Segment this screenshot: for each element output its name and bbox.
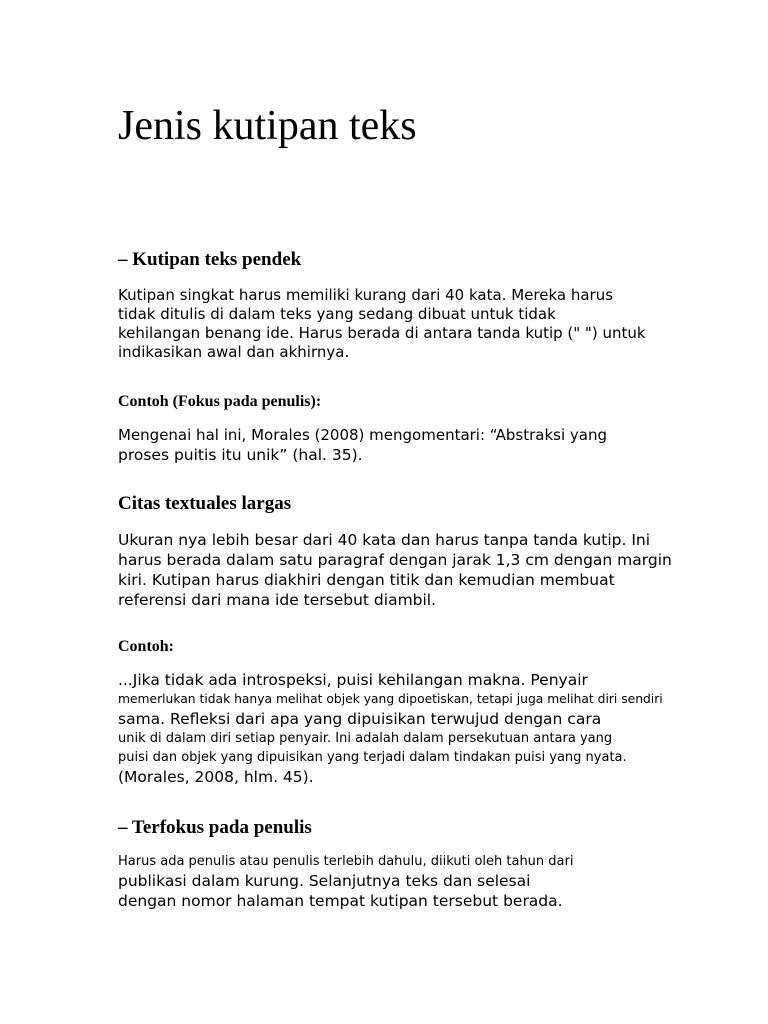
text-line: Mengenai hal ini, Morales (2008) mengomentari: “Abstraksi yang	[118, 426, 608, 444]
text-line: Kutipan singkat harus memiliki kurang dari 40 kata. Mereka harus	[118, 286, 614, 304]
section-heading-short-quote: – Kutipan teks pendek	[118, 249, 302, 270]
text-line: referensi dari mana ide tersebut diambil.	[118, 591, 437, 609]
text-line: proses puitis itu unik” (hal. 35).	[118, 446, 363, 464]
text-line: harus berada dalam satu paragraf dengan jarak 1,3 cm dengan margin	[118, 551, 672, 569]
text-line: kiri. Kutipan harus diakhiri dengan titik dan kemudian membuat	[118, 571, 615, 589]
text-line: (Morales, 2008, hlm. 45).	[118, 768, 314, 786]
text-line: unik di dalam diri setiap penyair. Ini adalah dalam persekutuan antara yang	[118, 731, 613, 746]
paragraph-author-focus	[118, 852, 573, 911]
text-line: memerlukan tidak hanya melihat objek yang dipoetiskan, tetapi juga melihat diri sendiri	[118, 692, 663, 706]
text-line: puisi dan objek yang dipuisikan yang terjadi dalam tindakan puisi yang nyata.	[118, 750, 627, 765]
page-title: Jenis kutipan teks	[118, 103, 417, 149]
example-heading-author-focus: Contoh (Fokus pada penulis):	[118, 393, 322, 410]
example-text-long-quote	[118, 670, 663, 787]
text-line: indikasikan awal dan akhirnya.	[118, 343, 350, 361]
text-line: publikasi dalam kurung. Selanjutnya teks dan selesai	[118, 872, 531, 890]
paragraph-short-quote	[118, 286, 646, 362]
text-line: sama. Refleksi dari apa yang dipuisikan terwujud dengan cara	[118, 710, 602, 728]
text-line: dengan nomor halaman tempat kutipan tersebut berada.	[118, 892, 563, 910]
text-line: ...Jika tidak ada introspeksi, puisi kehilangan makna. Penyair	[118, 671, 588, 689]
example-heading-long-quote: Contoh:	[118, 638, 175, 655]
section-heading-author-focus: – Terfokus pada penulis	[118, 817, 312, 838]
paragraph-long-quote	[118, 530, 672, 610]
text-line: Harus ada penulis atau penulis terlebih dahulu, diikuti oleh tahun dari	[118, 854, 574, 869]
section-heading-long-quote: Citas textuales largas	[118, 493, 292, 514]
example-text-short-quote	[118, 426, 607, 465]
text-line: tidak ditulis di dalam teks yang sedang dibuat untuk tidak	[118, 305, 556, 323]
text-line: kehilangan benang ide. Harus berada di antara tanda kutip (" ") untuk	[118, 324, 646, 342]
text-line: Ukuran nya lebih besar dari 40 kata dan harus tanpa tanda kutip. Ini	[118, 531, 651, 549]
